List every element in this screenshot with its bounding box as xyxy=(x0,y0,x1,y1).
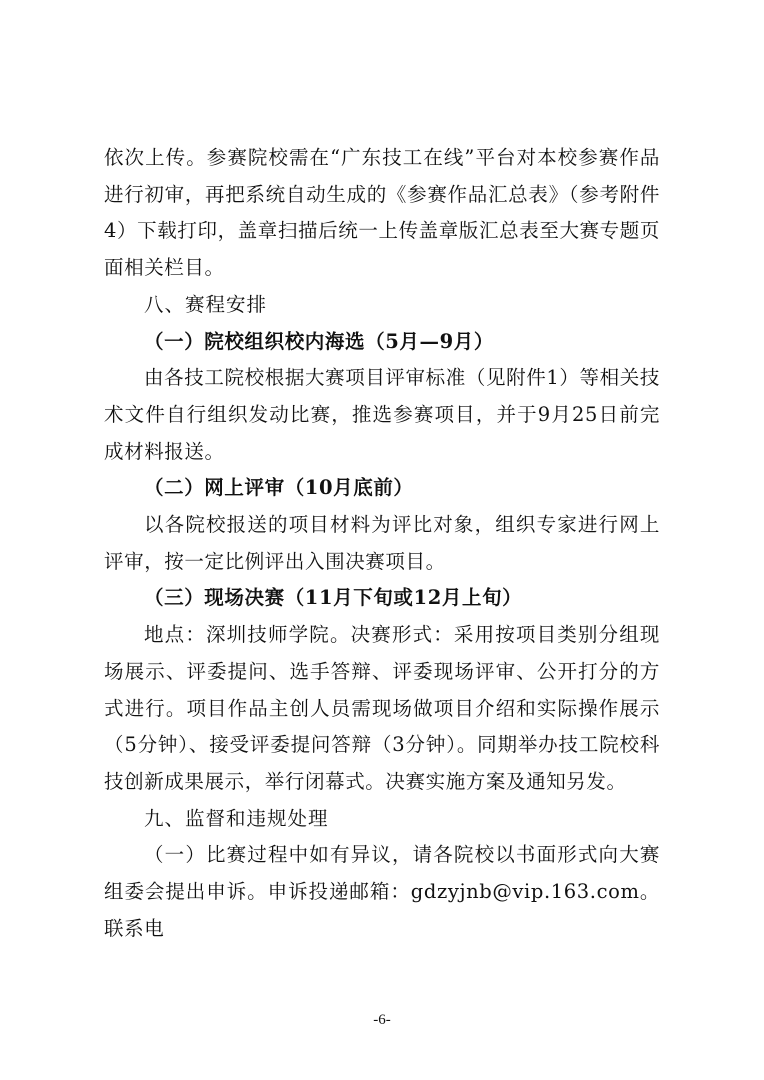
paragraph-school-selection: 由各技工院校根据大赛项目评审标准（见附件1）等相关技术文件自行组织发动比赛，推选参赛项目，并于9月25日前完成材料报送。 xyxy=(104,366,660,463)
paragraph-appeals: （一）比赛过程中如有异议，请各院校以书面形式向大赛组委会提出申诉。申诉投递邮箱：gdzyjnb@vip.163.com。联系电 xyxy=(104,843,660,940)
subheading-school-selection: （一）院校组织校内海选（5月—9月） xyxy=(144,329,494,353)
section-heading-supervision: 九、监督和违规处理 xyxy=(144,806,329,830)
paragraph-upload-instructions: 依次上传。参赛院校需在“广东技工在线”平台对本校参赛作品进行初审，再把系统自动生成的《参赛作品汇总表》（参考附件4）下载打印，盖章扫描后统一上传盖章版汇总表至大赛专题页面相关栏目。 xyxy=(104,146,660,280)
paragraph-onsite-final: 地点：深圳技师学院。决赛形式：采用按项目类别分组现场展示、评委提问、选手答辩、评委现场评审、公开打分的方式进行。项目作品主创人员需现场做项目介绍和实际操作展示（5分钟）、接受评委提问答辩（3分钟）。同期举办技工院校科技创新成果展示，举行闭幕式。决赛实施方案及通知另发。 xyxy=(104,623,660,793)
subheading-online-review: （二）网上评审（10月底前） xyxy=(144,476,414,500)
document-body xyxy=(104,140,660,947)
page-number: -6- xyxy=(373,1012,391,1028)
section-heading-schedule: 八、赛程安排 xyxy=(144,292,268,316)
paragraph-online-review: 以各院校报送的项目材料为评比对象，组织专家进行网上评审，按一定比例评出入围决赛项目。 xyxy=(104,513,660,573)
subheading-onsite-final: （三）现场决赛（11月下旬或12月上旬） xyxy=(144,586,523,610)
